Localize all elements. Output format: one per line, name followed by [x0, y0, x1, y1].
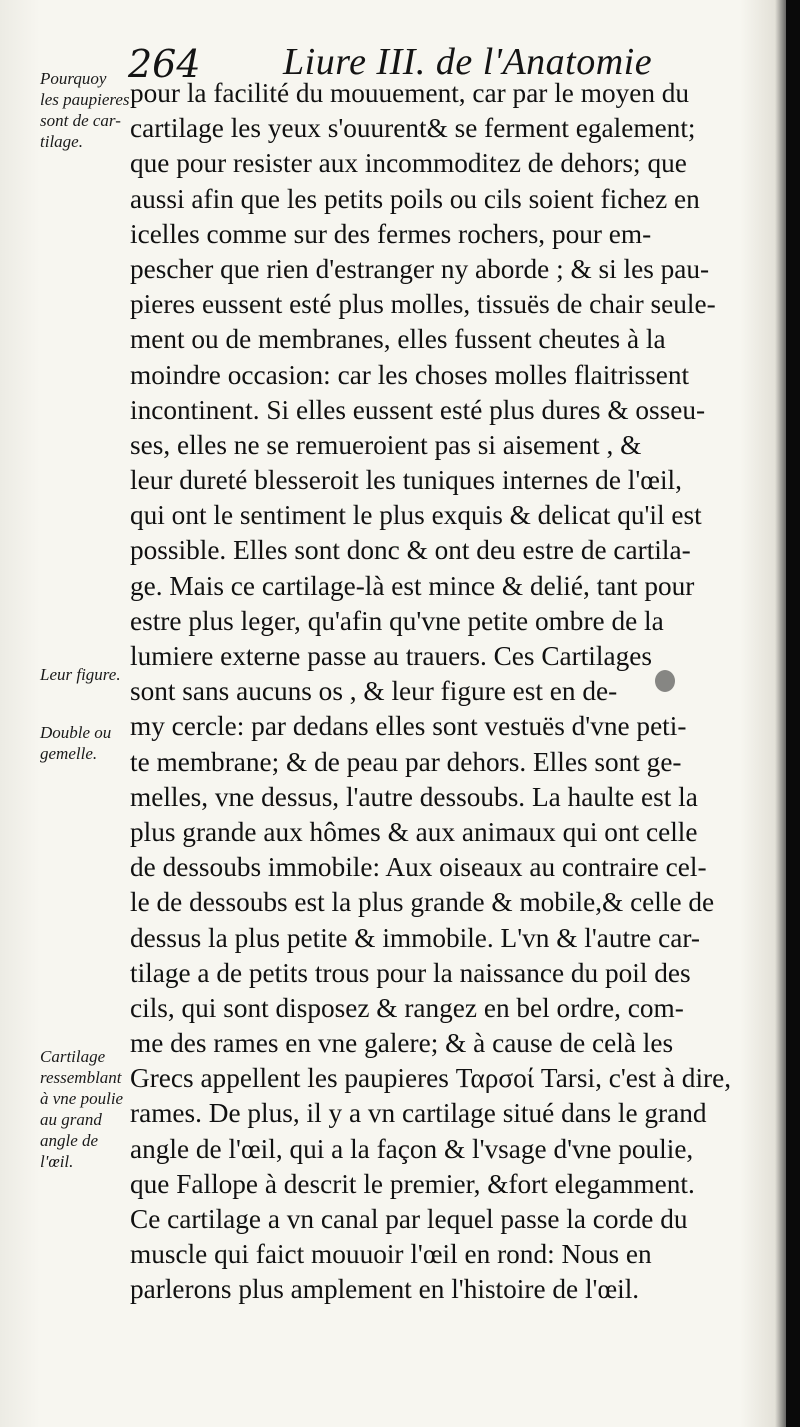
- text-line: te membrane; & de peau par dehors. Elles sont ge-: [130, 745, 682, 777]
- text-line: ment ou de membranes, elles fussent cheutes à la: [130, 323, 666, 355]
- text-line: my cercle: par dedans elles sont vestuës d'vne peti-: [130, 710, 687, 742]
- text-line: que pour resister aux incommoditez de dehors; que: [130, 147, 687, 179]
- page-number: 264: [128, 42, 201, 86]
- margin-note-line: au grand: [40, 1110, 102, 1129]
- text-line: le de dessoubs est la plus grande & mobile,& celle de: [130, 886, 715, 918]
- text-line: possible. Elles sont donc & ont deu estre de cartila-: [130, 534, 691, 566]
- text-line: cils, qui sont disposez & rangez en bel ordre, com-: [130, 991, 684, 1023]
- margin-notes: [0, 0, 150, 1427]
- margin-note-line: Double ou: [40, 723, 112, 742]
- margin-note-line: sont de car-: [40, 111, 121, 130]
- text-line: angle de l'œil, qui a la façon & l'vsage d'vne poulie,: [130, 1132, 694, 1164]
- text-line: plus grande aux hômes & aux animaux qui ont celle: [130, 815, 698, 847]
- text-line: moindre occasion: car les choses molles flaitrissent: [130, 358, 690, 390]
- margin-note-line: tilage.: [40, 132, 83, 151]
- text-line: melles, vne dessus, l'autre dessoubs. La haulte est la: [130, 780, 698, 812]
- text-line: pieres eussent esté plus molles, tissuës de chair seule-: [130, 288, 716, 320]
- margin-note-line: gemelle.: [40, 744, 98, 763]
- ink-spot: [655, 670, 675, 692]
- margin-note-line: Leur figure.: [40, 665, 121, 684]
- text-line: cartilage les yeux s'ouurent& se ferment egalement;: [130, 112, 696, 144]
- text-line: de dessoubs immobile: Aux oiseaux au contraire cel-: [130, 851, 707, 883]
- text-line: me des rames en vne galere; & à cause de celà les: [130, 1027, 674, 1059]
- running-title: Liure III. de l'Anatomie: [283, 41, 653, 83]
- text-line: qui ont le sentiment le plus exquis & delicat qu'il est: [130, 499, 702, 531]
- text-line: pescher que rien d'estranger ny aborde ; & si les pau-: [130, 252, 710, 284]
- margin-note-line: les paupieres: [40, 90, 130, 109]
- page-edge-shadow: [786, 0, 800, 1427]
- text-line: que Fallope à descrit le premier, &fort elegamment.: [130, 1167, 695, 1199]
- margin-note-line: ressemblant: [40, 1068, 122, 1087]
- text-line: tilage a de petits trous pour la naissance du poil des: [130, 956, 691, 988]
- text-line: rames. De plus, il y a vn cartilage situé dans le grand: [130, 1097, 707, 1129]
- margin-note-line: l'œil.: [40, 1152, 74, 1171]
- text-line: ge. Mais ce cartilage-là est mince & delié, tant pour: [130, 569, 695, 601]
- margin-note-line: à vne poulie: [40, 1089, 124, 1108]
- text-line: estre plus leger, qu'afin qu'vne petite ombre de la: [130, 604, 664, 636]
- text-line: parlerons plus amplement en l'histoire de l'œil.: [130, 1273, 640, 1305]
- text-line: aussi afin que les petits poils ou cils soient fichez en: [130, 182, 700, 214]
- text-line: Grecs appellent les paupieres Ταρσοί Tarsi, c'est à dire,: [130, 1062, 732, 1094]
- margin-note-line: angle de: [40, 1131, 99, 1150]
- text-line: muscle qui faict mouuoir l'œil en rond: Nous en: [130, 1238, 652, 1270]
- margin-note-line: Pourquoy: [40, 69, 107, 88]
- text-line: dessus la plus petite & immobile. L'vn & l'autre car-: [130, 921, 700, 953]
- text-line: lumiere externe passe au trauers. Ces Cartilages: [130, 640, 652, 671]
- text-line: Ce cartilage a vn canal par lequel passe la corde du: [130, 1203, 688, 1234]
- text-line: ses, elles ne se remueroient pas si aisement , &: [130, 428, 642, 460]
- text-line: icelles comme sur des fermes rochers, pour em-: [130, 217, 652, 249]
- text-line: sont sans aucuns os , & leur figure est en de-: [130, 675, 618, 707]
- text-line: pour la facilité du mouuement, car par le moyen du: [130, 77, 690, 108]
- text-line: leur dureté blesseroit les tuniques internes de l'œil,: [130, 464, 682, 496]
- text-line: incontinent. Si elles eussent esté plus dures & osseu-: [130, 393, 706, 425]
- margin-note-line: Cartilage: [40, 1047, 106, 1066]
